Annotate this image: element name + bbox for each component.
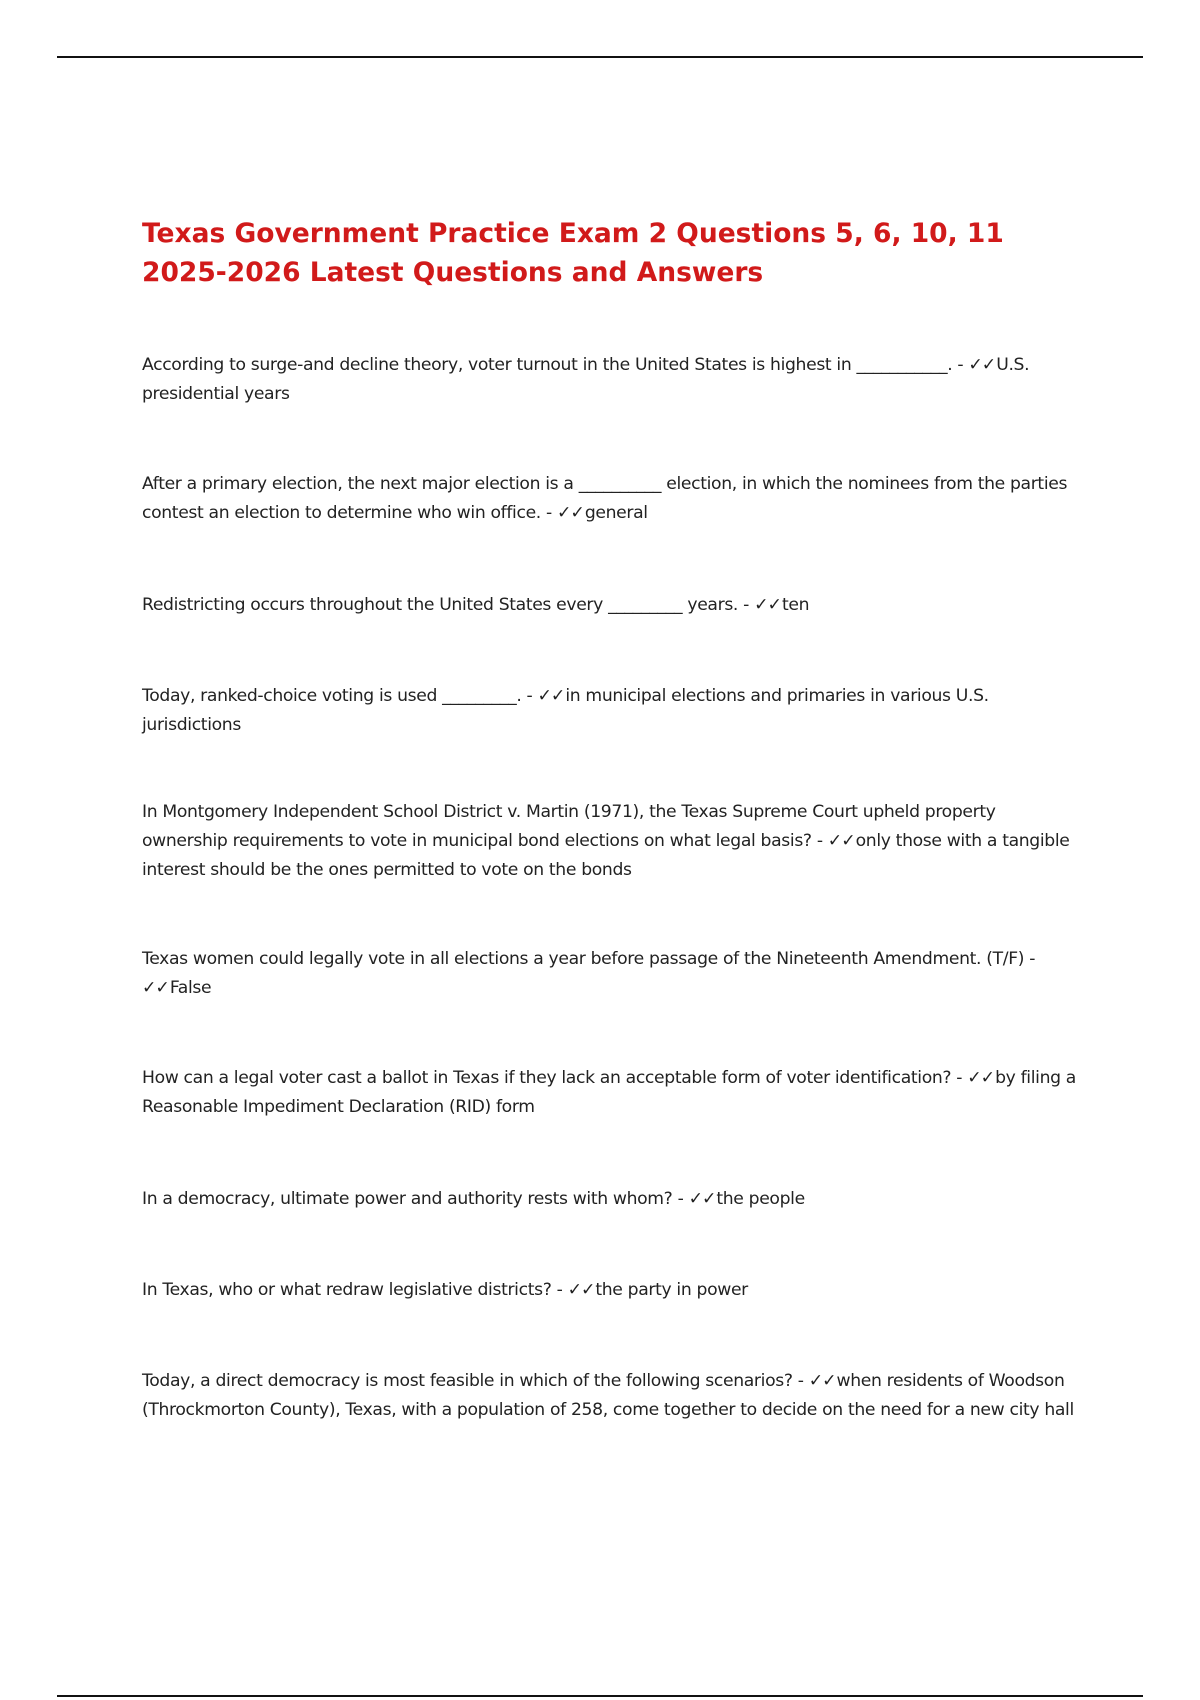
- question-7: How can a legal voter cast a ballot in Texas if they lack an acceptable form of voter identification?: [142, 1068, 952, 1088]
- checkmark-icon: ✓✓: [142, 978, 169, 998]
- checkmark-icon: ✓✓: [967, 1068, 995, 1088]
- qa-item-7: [142, 1064, 1077, 1122]
- answer-1: U.S. presidential years: [142, 355, 1030, 404]
- separator-4: -: [521, 686, 538, 706]
- qa-item-8: [142, 1185, 1077, 1214]
- question-6: Texas women could legally vote in all elections a year before passage of the Nineteenth Amendment. (T/F): [142, 949, 1025, 969]
- checkmark-icon: ✓✓: [808, 1371, 836, 1391]
- question-1: According to surge-and decline theory, voter turnout in the United States is highest in ___________.: [142, 355, 953, 375]
- separator-1: -: [952, 355, 969, 375]
- bottom-rule: [57, 1695, 1143, 1697]
- qa-item-6: [142, 945, 1077, 1003]
- answer-2: general: [584, 503, 648, 523]
- top-rule: [57, 56, 1143, 58]
- separator-9: -: [551, 1280, 568, 1300]
- answer-9: the party in power: [595, 1280, 748, 1300]
- answer-5: only those with a tangible interest should be the ones permitted to vote on the bonds: [142, 831, 1070, 880]
- qa-item-1: [142, 351, 1077, 409]
- qa-item-3: [142, 591, 1077, 620]
- qa-item-5: [142, 798, 1077, 885]
- checkmark-icon: ✓✓: [754, 595, 781, 615]
- checkmark-icon: ✓✓: [688, 1189, 716, 1209]
- answer-8: the people: [716, 1189, 805, 1209]
- qa-item-9: [142, 1276, 1077, 1305]
- separator-7: -: [951, 1068, 968, 1088]
- document-title: [142, 214, 1082, 292]
- answer-6: False: [169, 978, 212, 998]
- separator-8: -: [672, 1189, 689, 1209]
- question-5: In Montgomery Independent School District v. Martin (1971), the Texas Supreme Court upheld property ownership requirements to vote in municipal bond elections on what legal basis?: [142, 802, 996, 851]
- checkmark-icon: ✓✓: [968, 355, 996, 375]
- checkmark-icon: ✓✓: [567, 1280, 595, 1300]
- separator-5: -: [811, 831, 828, 851]
- qa-item-10: [142, 1367, 1077, 1425]
- qa-item-4: [142, 682, 1077, 740]
- separator-10: -: [792, 1371, 809, 1391]
- answer-3: ten: [781, 595, 810, 615]
- question-4: Today, ranked-choice voting is used _________.: [142, 686, 522, 706]
- separator-6: -: [1024, 949, 1036, 969]
- question-2: After a primary election, the next major election is a __________ election, in which the nominees from the parties contest an election to determine who win office.: [142, 474, 1068, 523]
- question-10: Today, a direct democracy is most feasible in which of the following scenarios?: [142, 1371, 793, 1391]
- answer-4: in municipal elections and primaries in various U.S. jurisdictions: [142, 686, 989, 735]
- answer-7: by filing a Reasonable Impediment Declaration (RID) form: [142, 1068, 1076, 1117]
- checkmark-icon: ✓✓: [537, 686, 565, 706]
- question-3: Redistricting occurs throughout the United States every _________ years.: [142, 595, 739, 615]
- answer-10: when residents of Woodson (Throckmorton County), Texas, with a population of 258, come together to decide on the need for a new city hall: [142, 1371, 1074, 1420]
- checkmark-icon: ✓✓: [557, 503, 584, 523]
- title-line-2: 2025-2026 Latest Questions and Answers: [142, 257, 764, 288]
- title-line-1: Texas Government Practice Exam 2 Questions 5, 6, 10, 11: [142, 218, 1004, 249]
- question-9: In Texas, who or what redraw legislative districts?: [142, 1280, 552, 1300]
- question-8: In a democracy, ultimate power and authority rests with whom?: [142, 1189, 673, 1209]
- checkmark-icon: ✓✓: [827, 831, 855, 851]
- separator-2: -: [540, 503, 557, 523]
- qa-item-2: [142, 470, 1077, 528]
- separator-3: -: [738, 595, 755, 615]
